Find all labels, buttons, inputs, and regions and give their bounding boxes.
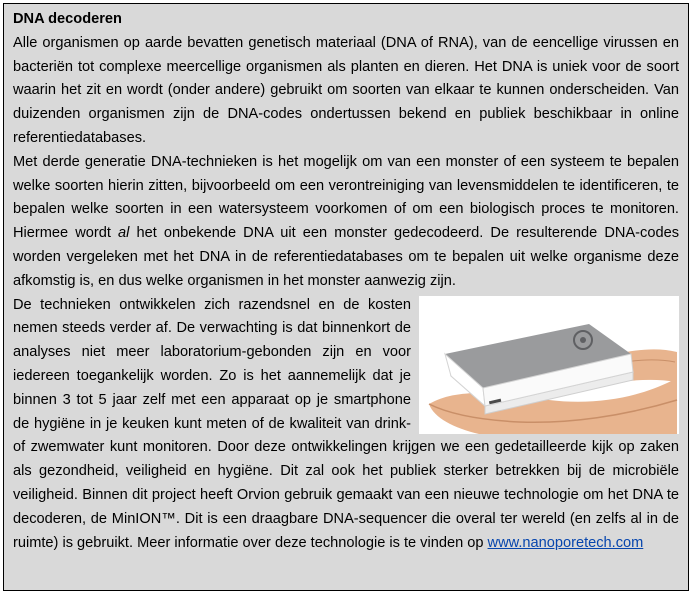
minion-device-in-hand-image <box>419 296 679 434</box>
paragraph-2-end: het onbekende DNA uit een monster gedecodeerd. De resulterende DNA-codes worden vergeleken met het DNA in de referentiedatabases om te bepalen uit welke organisme deze afkomstig is, en dus welke organismen in het monster aanwezig zijn. <box>13 225 679 289</box>
nanoporetech-link[interactable]: www.nanoporetech.com <box>487 534 644 551</box>
info-box <box>3 3 689 591</box>
paragraph-2-emphasis: al <box>118 225 130 242</box>
paragraph-3 <box>13 294 679 556</box>
paragraph-2 <box>13 151 679 294</box>
paragraph-2-start: Met derde generatie DNA-technieken is het mogelijk om van een monster of een systeem te bepalen welke soorten hierin zitten, bijvoorbeeld om een verontreiniging van levensmiddelen te identificeren, te bepalen welke soorten in een watersysteem voorkomen of om een biologisch proces te monitoren. Hiermee wordt <box>13 153 679 242</box>
paragraph-1: Alle organismen op aarde bevatten genetisch materiaal (DNA of RNA), van de eencellige virussen en bacteriën tot complexe meercellige organismen als planten en dieren. Het DNA is uniek voor de soort waarin het zit en wordt (onder andere) gebruikt om soorten van elkaar te kunnen onderscheiden. Van duizenden organismen zijn de DNA-codes ondertussen bekend en publiek beschikbaar in online referentiedatabases. <box>13 34 679 146</box>
paragraph-3-text: De technieken ontwikkelen zich razendsnel en de kosten nemen steeds verder af. De verwachting is dat binnenkort de analyses niet meer laboratorium-gebonden zijn en voor iedereen toegankelijk worden. Zo is het aannemelijk dat je binnen 3 tot 5 jaar zelf met een apparaat op je smartphone de hygiëne in je keuken kunt meten of de kwaliteit van drink- of zwemwater kunt monitoren. Door deze ontwikkelingen krijgen we een gedetailleerde kijk op zaken als gezondheid, veiligheid en hygiëne. Dit zal ook het publiek sterker betrekken bij de microbiële veiligheid. Binnen dit project heeft Orvion gebruik gemaakt van een nieuwe technologie om het DNA te decoderen, de MinION™. Dit is een draagbare DNA-sequencer die overal ter wereld (en zelfs al in de ruimte) is gebruikt. Meer informatie over deze technologie is te vinden op <box>13 296 679 551</box>
box-title: DNA decoderen <box>13 11 122 27</box>
box-body <box>13 32 679 556</box>
